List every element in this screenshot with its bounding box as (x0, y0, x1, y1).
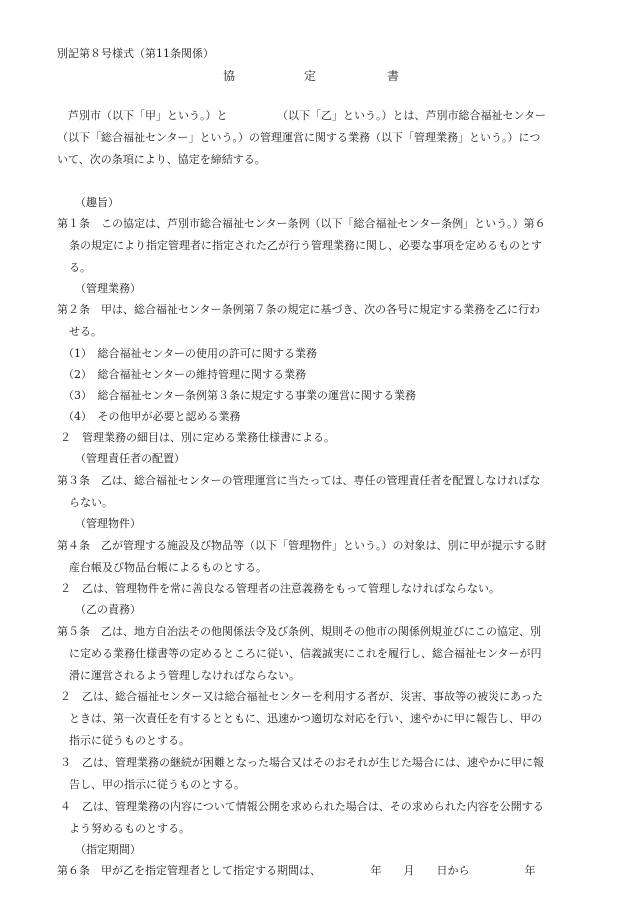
article-line: 産台帳及び物品台帳によるものとする。 (69, 561, 267, 574)
form-label: 別記第８号様式（第11条関係） (57, 47, 214, 60)
article-line: 条の規定により指定管理者に指定された乙が行う管理業務に関し、必要な事項を定めるものとす (69, 239, 542, 252)
article-paragraph: ２ 乙は、管理物件を常に善良なる管理者の注意義務をもって管理しなければならない。 (60, 582, 500, 595)
article-heading: （管理業務） (75, 282, 141, 295)
article-line: 第５条 乙は、地方自治法その他関係法令及び条例、規則その他市の関係例規並びにこの協定、別 (57, 625, 541, 638)
article-line: 第１条 この協定は、芦別市総合福祉センター条例（以下「総合福祉センター条例」という。）第６ (57, 217, 546, 230)
article-paragraph: 告し、甲の指示に従うものとする。 (69, 778, 245, 791)
article-paragraph: ３ 乙は、管理業務の継続が困難となった場合又はそのおそれが生じた場合には、速やかに甲に報 (60, 756, 544, 769)
article-heading: （乙の責務） (75, 603, 141, 616)
preamble-line: 芦別市（以下「甲」という。）と （以下「乙」という。）とは、芦別市総合福祉センター (57, 109, 547, 122)
article-line: 第４条 乙が管理する施設及び物品等（以下「管理物件」という。）の対象は、別に甲が提示する財 (57, 539, 547, 552)
preamble-line: いて、次の条項により、協定を締結する。 (57, 153, 266, 166)
article-paragraph: ときは、第一次責任を有するとともに、迅速かつ適切な対応を行い、速やかに甲に報告し、甲の (69, 712, 542, 725)
title-char-1: 協 (223, 69, 236, 83)
article-heading: （趣旨） (75, 196, 119, 209)
article-paragraph: ４ 乙は、管理業務の内容について情報公開を求められた場合は、その求められた内容を公開する (60, 800, 544, 813)
list-item: （4） その他甲が必要と認める業務 (63, 410, 241, 423)
preamble-line: （以下「総合福祉センター」という。）の管理運営に関する業務（以下「管理業務」という。）につ (57, 131, 541, 144)
article-line: る。 (69, 261, 91, 274)
article-paragraph: よう努めるものとする。 (69, 822, 190, 835)
article-line: 第６条 甲が乙を指定管理者として指定する期間は、 年 月 日から 年 (57, 864, 536, 877)
article-line: らない。 (69, 496, 113, 509)
article-paragraph: 指示に従うものとする。 (69, 734, 190, 747)
article-line: に定める業務仕様書等の定めるところに従い、信義誠実にこれを履行し、総合福祉センターが円 (69, 647, 542, 660)
list-item: （3） 総合福祉センター条例第３条に規定する事業の運営に関する業務 (63, 389, 417, 402)
list-item: （2） 総合福祉センターの維持管理に関する業務 (63, 368, 307, 381)
article-line: 第２条 甲は、総合福祉センター条例第７条の規定に基づき、次の各号に規定する業務を乙に行わ (57, 303, 541, 316)
title-char-2: 定 (304, 69, 317, 83)
title-char-3: 書 (387, 69, 400, 83)
article-line: 第３条 乙は、総合福祉センターの管理運営に当たっては、専任の管理責任者を配置しなければな (57, 474, 541, 487)
article-line: せる。 (69, 325, 102, 338)
article-paragraph: ２ 乙は、総合福祉センター又は総合福祉センターを利用する者が、災害、事故等の被災にあった (60, 690, 544, 703)
list-item: （1） 総合福祉センターの使用の許可に関する業務 (63, 347, 318, 360)
article-heading: （指定期間） (75, 843, 141, 856)
article-line: 滑に運営されるよう管理しなければならない。 (69, 669, 300, 682)
article-heading: （管理物件） (75, 517, 141, 530)
article-paragraph: ２ 管理業務の細目は、別に定める業務仕様書による。 (60, 431, 335, 444)
article-heading: （管理責任者の配置） (75, 452, 185, 465)
